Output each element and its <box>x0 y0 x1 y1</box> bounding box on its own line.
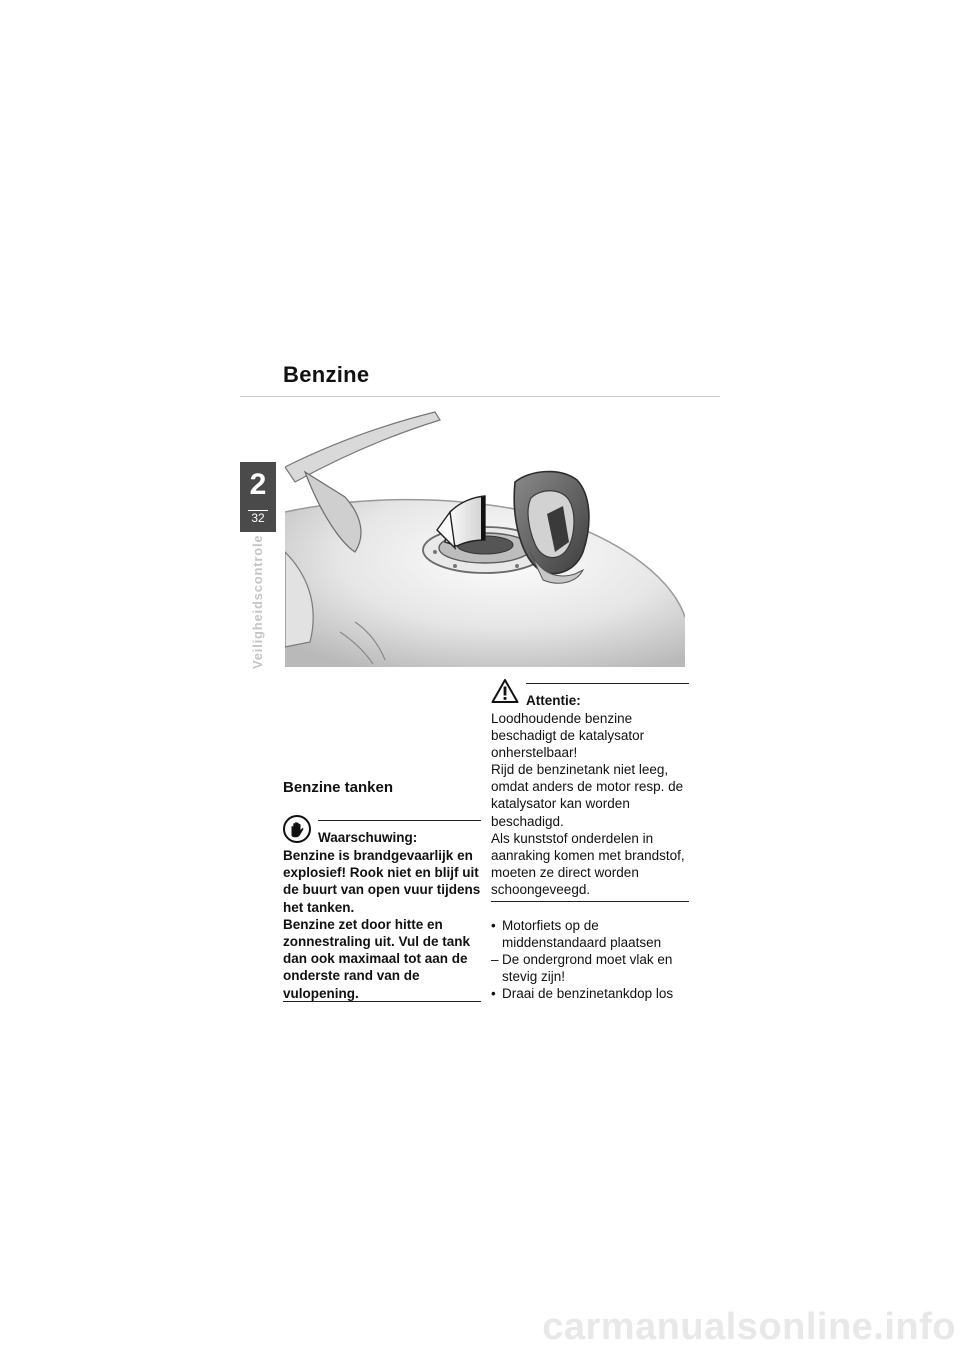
warning-rule-top <box>318 820 481 821</box>
warning-line: Benzine zet door hitte en zonnestraling uit. Vul de tank dan ook maximaal tot aan de onderste rand van de vulopening. <box>283 916 471 1001</box>
step-text: Motorfiets op de middenstandaard plaatsen <box>502 918 662 951</box>
attention-rule-top <box>526 683 689 684</box>
warning-rule-bottom <box>283 1001 481 1002</box>
title-divider <box>240 396 720 397</box>
attention-line: Als kunststof onderdelen in aanraking komen met brandstof, moeten ze direct worden schoongeveegd. <box>491 830 685 897</box>
chapter-tab <box>240 462 276 532</box>
step-text: De ondergrond moet vlak en stevig zijn! <box>502 952 673 985</box>
warning-text <box>283 847 483 1002</box>
step-bullet: • <box>491 986 496 1002</box>
warning-triangle-icon <box>491 678 519 704</box>
attention-label: Attentie: <box>526 693 581 708</box>
page-title: Benzine <box>283 362 370 387</box>
instruction-steps <box>491 917 696 1002</box>
step-item <box>491 985 696 1002</box>
step-item <box>491 917 696 951</box>
warning-label: Waarschuwing: <box>318 830 418 845</box>
step-dash: – <box>491 952 499 968</box>
section-heading: Benzine tanken <box>283 779 394 796</box>
attention-rule-bottom <box>491 901 689 902</box>
chapter-number: 2 <box>249 468 267 501</box>
warning-line: Benzine is brandgevaarlijk en explosief! Rook niet en blijf uit de buurt van open vuur tijdens het tanken. <box>283 848 481 915</box>
section-label: Veiligheidscontrole <box>250 534 265 669</box>
attention-line: Rijd de benzinetank niet leeg, omdat anders de motor resp. de katalysator kan worden beschadigd. <box>491 762 684 829</box>
watermark: carmanualsonline.info <box>542 1306 956 1348</box>
step-text: Draai de benzinetankdop los <box>502 986 674 1002</box>
step-bullet: • <box>491 918 496 933</box>
step-item <box>491 951 696 985</box>
attention-text <box>491 710 691 898</box>
stop-hand-icon <box>283 815 311 843</box>
attention-line: Loodhoudende benzine beschadigt de katalysator onherstelbaar! <box>491 711 645 761</box>
page-number: 32 <box>251 511 265 525</box>
fuel-tank-illustration <box>285 402 685 667</box>
